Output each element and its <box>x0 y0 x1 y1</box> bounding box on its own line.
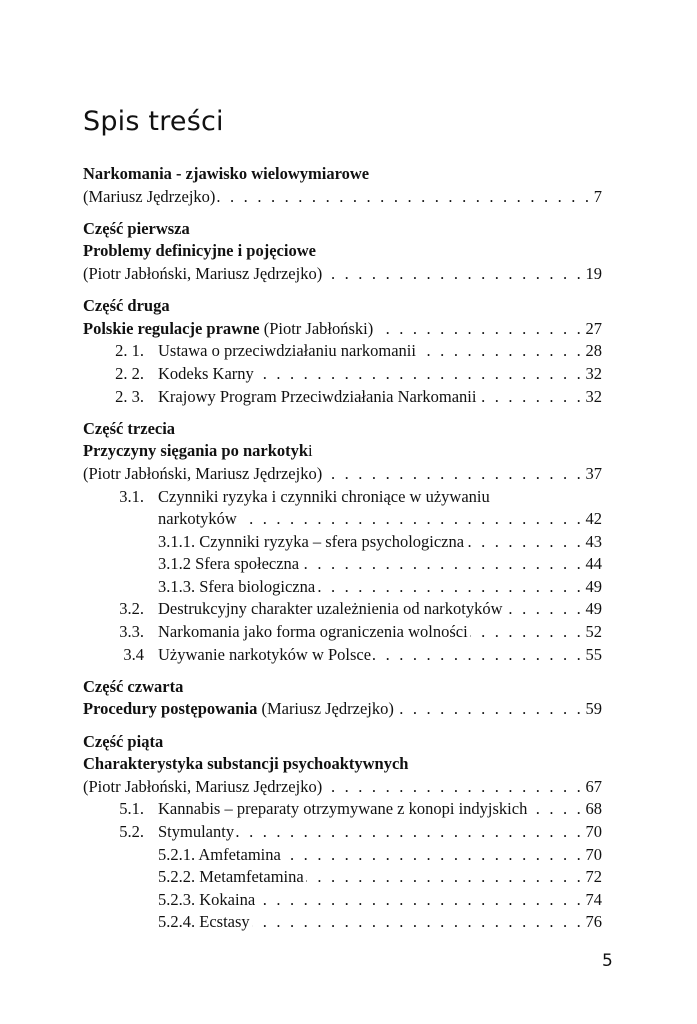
section-heading <box>83 163 602 186</box>
dot-leader <box>324 263 583 286</box>
page-ref: 37 <box>585 463 602 483</box>
dot-leader <box>470 621 584 644</box>
page-ref: 70 <box>585 822 602 841</box>
toc-entry[interactable] <box>83 798 602 821</box>
entry-text: 5.2.2. Metamfetamina <box>158 867 304 887</box>
page-ref: 55 <box>585 644 602 664</box>
dot-leader <box>324 463 583 486</box>
entry-text: 5.2.4. Ecstasy <box>158 912 250 932</box>
section-heading <box>83 753 602 776</box>
page-ref: 68 <box>585 799 602 819</box>
part-text: Część druga <box>83 296 170 316</box>
page-ref: 72 <box>585 867 602 887</box>
entry-number: 3.3. <box>119 622 144 642</box>
toc-section-intro <box>83 163 602 208</box>
page-ref: 27 <box>585 318 602 338</box>
part-label <box>83 676 602 699</box>
dot-leader <box>375 318 583 341</box>
toc-entry[interactable] <box>83 186 602 209</box>
dot-leader <box>256 363 584 386</box>
entry-text: Destrukcyjny charakter uzależnienia od narkotyków <box>158 599 503 619</box>
heading-tail: i <box>308 441 313 461</box>
toc-section-part-2 <box>83 295 602 408</box>
heading-bold-text: Polskie regulacje prawne <box>83 318 260 338</box>
entry-text: 3.1.1. Czynniki ryzyka – sfera psychologiczna <box>158 531 465 551</box>
dot-leader <box>396 698 584 721</box>
heading-text: Charakterystyka substancji psychoaktywnych <box>83 754 409 774</box>
part-label <box>83 418 602 441</box>
dot-leader <box>239 508 584 531</box>
page-ref: 42 <box>585 509 602 529</box>
toc-entry[interactable] <box>83 598 602 621</box>
dot-leader <box>529 798 583 821</box>
page-ref: 19 <box>585 263 602 283</box>
dot-leader <box>301 553 583 576</box>
section-heading <box>83 240 602 263</box>
dot-leader <box>236 821 583 844</box>
entry-text: 5.2.3. Kokaina <box>158 889 256 909</box>
entry-text: (Mariusz Jędrzejko) <box>83 186 216 206</box>
heading-text: Problemy definicyjne i pojęciowe <box>83 241 316 261</box>
toc-entry[interactable] <box>83 340 602 363</box>
toc-section-part-5 <box>83 731 602 934</box>
entry-number: 3.1. <box>119 486 144 506</box>
page-ref: 43 <box>585 531 602 551</box>
toc-entry[interactable] <box>83 644 602 667</box>
heading-text <box>83 440 313 463</box>
toc-entry[interactable] <box>83 263 602 286</box>
heading-bold-text: Procedury postępowania <box>83 699 258 719</box>
entry-text: Stymulanty <box>158 822 235 841</box>
page-title: Spis treści <box>83 106 224 137</box>
dot-leader <box>466 531 583 554</box>
entry-text <box>83 698 394 721</box>
part-label <box>83 295 602 318</box>
dot-leader <box>418 340 584 363</box>
dot-leader <box>317 576 583 599</box>
entry-number: 2. 3. <box>115 386 144 406</box>
dot-leader <box>478 386 583 409</box>
heading-bold-text: Przyczyny sięgania po narkotyk <box>83 441 309 461</box>
toc-section-part-3 <box>83 418 602 667</box>
page-number: 5 <box>602 951 613 971</box>
page-ref: 67 <box>585 776 602 796</box>
toc-section-part-4 <box>83 676 602 721</box>
toc-entry[interactable] <box>83 318 602 341</box>
dot-leader <box>217 186 591 209</box>
page-ref: 70 <box>585 844 602 864</box>
entry-text <box>83 318 373 341</box>
entry-text: 3.1.3. Sfera biologiczna <box>158 576 316 596</box>
toc-entry[interactable] <box>83 776 602 799</box>
toc-entry[interactable] <box>83 621 602 644</box>
page-ref: 32 <box>585 386 602 406</box>
table-of-contents <box>83 163 602 944</box>
entry-number: 5.2. <box>119 822 144 841</box>
heading-author: (Piotr Jabłoński) <box>259 318 374 338</box>
toc-subentry[interactable] <box>83 576 602 599</box>
dot-leader <box>252 911 584 934</box>
toc-subentry[interactable] <box>83 531 602 554</box>
entry-text: 3.1.2 Sfera społeczna <box>158 554 300 574</box>
toc-subentry[interactable] <box>83 889 602 912</box>
entry-text: Kannabis – preparaty otrzymywane z konopi indyjskich <box>158 799 528 819</box>
entry-text: Narkomania jako forma ograniczenia wolności <box>158 622 468 642</box>
toc-entry[interactable] <box>83 386 602 409</box>
toc-subentry[interactable] <box>83 866 602 889</box>
page-ref: 52 <box>585 622 602 642</box>
toc-subentry[interactable] <box>83 911 602 934</box>
part-label <box>83 218 602 241</box>
part-text: Część piąta <box>83 731 164 751</box>
toc-entry[interactable] <box>83 463 602 486</box>
dot-leader <box>306 866 584 889</box>
entry-number: 5.1. <box>119 799 144 819</box>
page-ref: 74 <box>585 889 602 909</box>
part-text: Część pierwsza <box>83 218 190 238</box>
toc-entry-head[interactable] <box>83 486 602 509</box>
entry-text: (Piotr Jabłoński, Mariusz Jędrzejko) <box>83 263 323 283</box>
heading-text: Narkomania - zjawisko wielowymiarowe <box>83 164 370 183</box>
part-text: Część czwarta <box>83 676 184 696</box>
section-heading <box>83 440 602 463</box>
page-ref: 49 <box>585 599 602 619</box>
toc-entry[interactable] <box>83 821 602 844</box>
page-ref: 76 <box>585 912 602 932</box>
entry-text: Krajowy Program Przeciwdziałania Narkomanii <box>158 386 477 406</box>
dot-leader <box>283 844 584 867</box>
part-text: Część trzecia <box>83 418 176 438</box>
toc-section-part-1 <box>83 218 602 286</box>
dot-leader <box>373 644 583 667</box>
page-ref: 44 <box>585 554 602 574</box>
entry-text: (Piotr Jabłoński, Mariusz Jędrzejko) <box>83 463 323 483</box>
part-label <box>83 731 602 754</box>
dot-leader <box>257 889 583 912</box>
page-ref: 59 <box>585 699 602 719</box>
page-ref: 7 <box>593 186 602 206</box>
page-ref: 28 <box>585 341 602 361</box>
dot-leader <box>324 776 583 799</box>
entry-text: Ustawa o przeciwdziałaniu narkomanii <box>158 341 416 361</box>
toc-subentry[interactable] <box>83 553 602 576</box>
toc-entry[interactable] <box>83 363 602 386</box>
page-ref: 49 <box>585 576 602 596</box>
page-ref: 32 <box>585 363 602 383</box>
entry-number: 2. 1. <box>115 341 144 361</box>
entry-number: 2. 2. <box>115 363 144 383</box>
entry-text: 5.2.1. Amfetamina <box>158 844 281 864</box>
entry-text: Kodeks Karny <box>158 363 254 383</box>
entry-text: Czynniki ryzyka i czynniki chroniące w używaniu <box>158 486 490 506</box>
dot-leader <box>505 598 584 621</box>
entry-number: 3.4 <box>123 644 144 664</box>
entry-number: 3.2. <box>119 599 144 619</box>
entry-text: Używanie narkotyków w Polsce <box>158 644 372 664</box>
toc-entry[interactable] <box>83 698 602 721</box>
toc-entry[interactable] <box>83 508 602 531</box>
heading-author: (Mariusz Jędrzejko) <box>257 699 394 719</box>
toc-subentry[interactable] <box>83 844 602 867</box>
entry-text: narkotyków <box>158 509 237 529</box>
entry-text: (Piotr Jabłoński, Mariusz Jędrzejko) <box>83 776 323 796</box>
